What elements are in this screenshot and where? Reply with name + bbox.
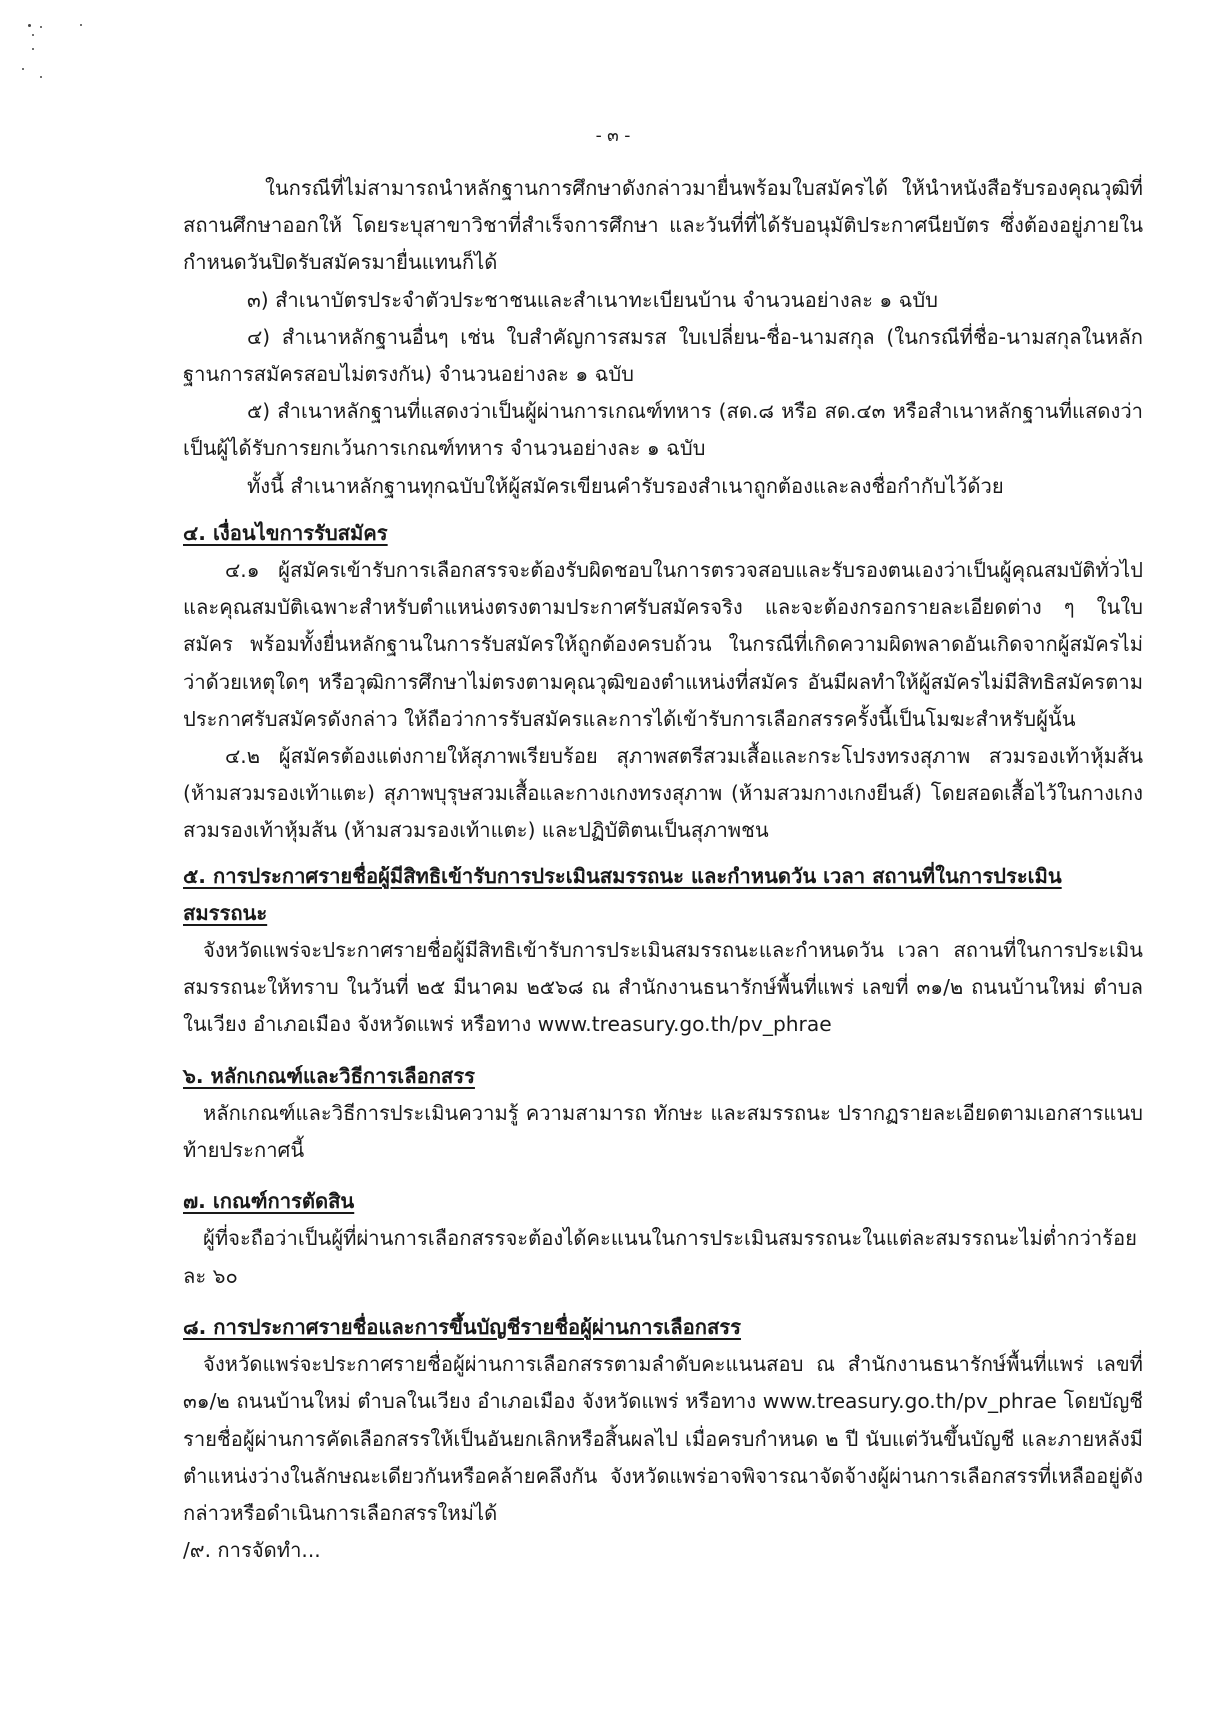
section-4-paragraph-1: ๔.๑ ผู้สมัครเข้ารับการเลือกสรรจะต้องรับผิดชอบในการตรวจสอบและรับรองตนเองว่าเป็นผู้คุณสมบัติทั่วไป และคุณสมบัติเฉพาะสำหรับตำแหน่งตรงตามประกาศรับสมัครจริง และจะต้องกรอกรายละเอียดต่าง ๆ ในใบสมัคร พร้อมทั้งยื่นหลักฐานในการรับสมัครให้ถูกต้องครบถ้วน ในกรณีที่เกิดความผิดพลาดอันเกิดจากผู้สมัครไม่ว่าด้วยเหตุใดๆ หรือวุฒิการศึกษาไม่ตรงตามคุณวุฒิของตำแหน่งที่สมัคร อันมีผลทำให้ผู้สมัครไม่มีสิทธิสมัครตามประกาศรับสมัครดังกล่าว ให้ถือว่าการรับสมัครและการได้เข้ารับการเลือกสรรครั้งนี้เป็นโมฆะสำหรับผู้นั้น [183, 558, 1143, 731]
section-8-paragraph: จังหวัดแพร่จะประกาศรายชื่อผู้ผ่านการเลือกสรรตามลำดับคะแนนสอบ ณ สำนักงานธนารักษ์พื้นที่แพร่ เลขที่ ๓๑/๒ ถนนบ้านใหม่ ตำบลในเวียง อำเภอเมือง จังหวัดแพร่ หรือทาง www.treasury.go.th/pv_phrae โดยบัญชีรายชื่อผู้ผ่านการคัดเลือกสรรให้เป็นอันยกเลิกหรือสิ้นผลไป เมื่อครบกำหนด ๒ ปี นับแต่วันขึ้นบัญชี และภายหลังมีตำแหน่งว่างในลักษณะเดียวกันหรือคล้ายคลึงกัน จังหวัดแพร่อาจพิจารณาจัดจ้างผู้ผ่านการเลือกสรรที่เหลืออยู่ดังกล่าวหรือดำเนินการเลือกสรรใหม่ได้ [183, 1352, 1143, 1525]
section-6-paragraph: หลักเกณฑ์และวิธีการประเมินความรู้ ความสามารถ ทักษะ และสมรรถนะ ปรากฏรายละเอียดตามเอกสารแนบท้ายประกาศนี้ [183, 1100, 1143, 1163]
continuation-reference: /๙. การจัดทำ... [183, 1538, 321, 1563]
list-item-3: ๓) สำเนาบัตรประจำตัวประชาชนและสำเนาทะเบียนบ้าน จำนวนอย่างละ ๑ ฉบับ [247, 287, 938, 312]
document-body [183, 170, 1143, 1569]
intro-paragraph: ในกรณีที่ไม่สามารถนำหลักฐานการศึกษาดังกล่าวมายื่นพร้อมใบสมัครได้ ให้นำหนังสือรับรองคุณวุฒิที่สถานศึกษาออกให้ โดยระบุสาขาวิชาที่สำเร็จการศึกษา และวันที่ที่ได้รับอนุมัติประกาศนียบัตร ซึ่งต้องอยู่ภายในกำหนดวันปิดรับสมัครมายื่นแทนก็ได้ [183, 176, 1143, 275]
section-7-paragraph: ผู้ที่จะถือว่าเป็นผู้ที่ผ่านการเลือกสรรจะต้องได้คะแนนในการประเมินสมรรถนะในแต่ละสมรรถนะไม่ต่ำกว่าร้อยละ ๖๐ [183, 1226, 1137, 1288]
section-5-paragraph: จังหวัดแพร่จะประกาศรายชื่อผู้มีสิทธิเข้ารับการประเมินสมรรถนะและกำหนดวัน เวลา สถานที่ในการประเมินสมรรถนะให้ทราบ ในวันที่ ๒๕ มีนาคม ๒๕๖๘ ณ สำนักงานธนารักษ์พื้นที่แพร่ เลขที่ ๓๑/๒ ถนนบ้านใหม่ ตำบลในเวียง อำเภอเมือง จังหวัดแพร่ หรือทาง www.treasury.go.th/pv_phrae [183, 938, 1143, 1037]
intro-note: ทั้งนี้ สำเนาหลักฐานทุกฉบับให้ผู้สมัครเขียนคำรับรองสำเนาถูกต้องและลงชื่อกำกับไว้ด้วย [247, 473, 1004, 498]
section-8-heading: ๘. การประกาศรายชื่อและการขึ้นบัญชีรายชื่อผู้ผ่านการเลือกสรร [183, 1314, 741, 1339]
section-4-paragraph-2: ๔.๒ ผู้สมัครต้องแต่งกายให้สุภาพเรียบร้อย สุภาพสตรีสวมเสื้อและกระโปรงทรงสุภาพ สวมรองเท้าหุ้มส้น (ห้ามสวมรองเท้าแตะ) สุภาพบุรุษสวมเสื้อและกางเกงทรงสุภาพ (ห้ามสวมกางเกงยีนส์) โดยสอดเสื้อไว้ในกางเกงสวมรองเท้าหุ้มส้น (ห้ามสวมรองเท้าแตะ) และปฏิบัติตนเป็นสุภาพชน [183, 744, 1143, 843]
section-4-heading: ๔. เงื่อนไขการรับสมัคร [183, 520, 388, 545]
section-7-heading: ๗. เกณฑ์การตัดสิน [183, 1189, 355, 1214]
list-item-4: ๔) สำเนาหลักฐานอื่นๆ เช่น ใบสำคัญการสมรส ใบเปลี่ยน-ชื่อ-นามสกุล (ในกรณีที่ชื่อ-นามสกุลในหลักฐานการสมัครสอบไม่ตรงกัน) จำนวนอย่างละ ๑ ฉบับ [183, 324, 1143, 387]
section-5-heading: ๕. การประกาศรายชื่อผู้มีสิทธิเข้ารับการประเมินสมรรถนะ และกำหนดวัน เวลา สถานที่ในการประเมินสมรรถนะ [183, 863, 1062, 925]
section-6-heading: ๖. หลักเกณฑ์และวิธีการเลือกสรร [183, 1063, 475, 1088]
list-item-5: ๕) สำเนาหลักฐานที่แสดงว่าเป็นผู้ผ่านการเกณฑ์ทหาร (สด.๘ หรือ สด.๔๓ หรือสำเนาหลักฐานที่แสดงว่าเป็นผู้ได้รับการยกเว้นการเกณฑ์ทหาร จำนวนอย่างละ ๑ ฉบับ [183, 399, 1143, 461]
page-number: - ๓ - [595, 126, 631, 146]
scan-specks [18, 20, 98, 100]
